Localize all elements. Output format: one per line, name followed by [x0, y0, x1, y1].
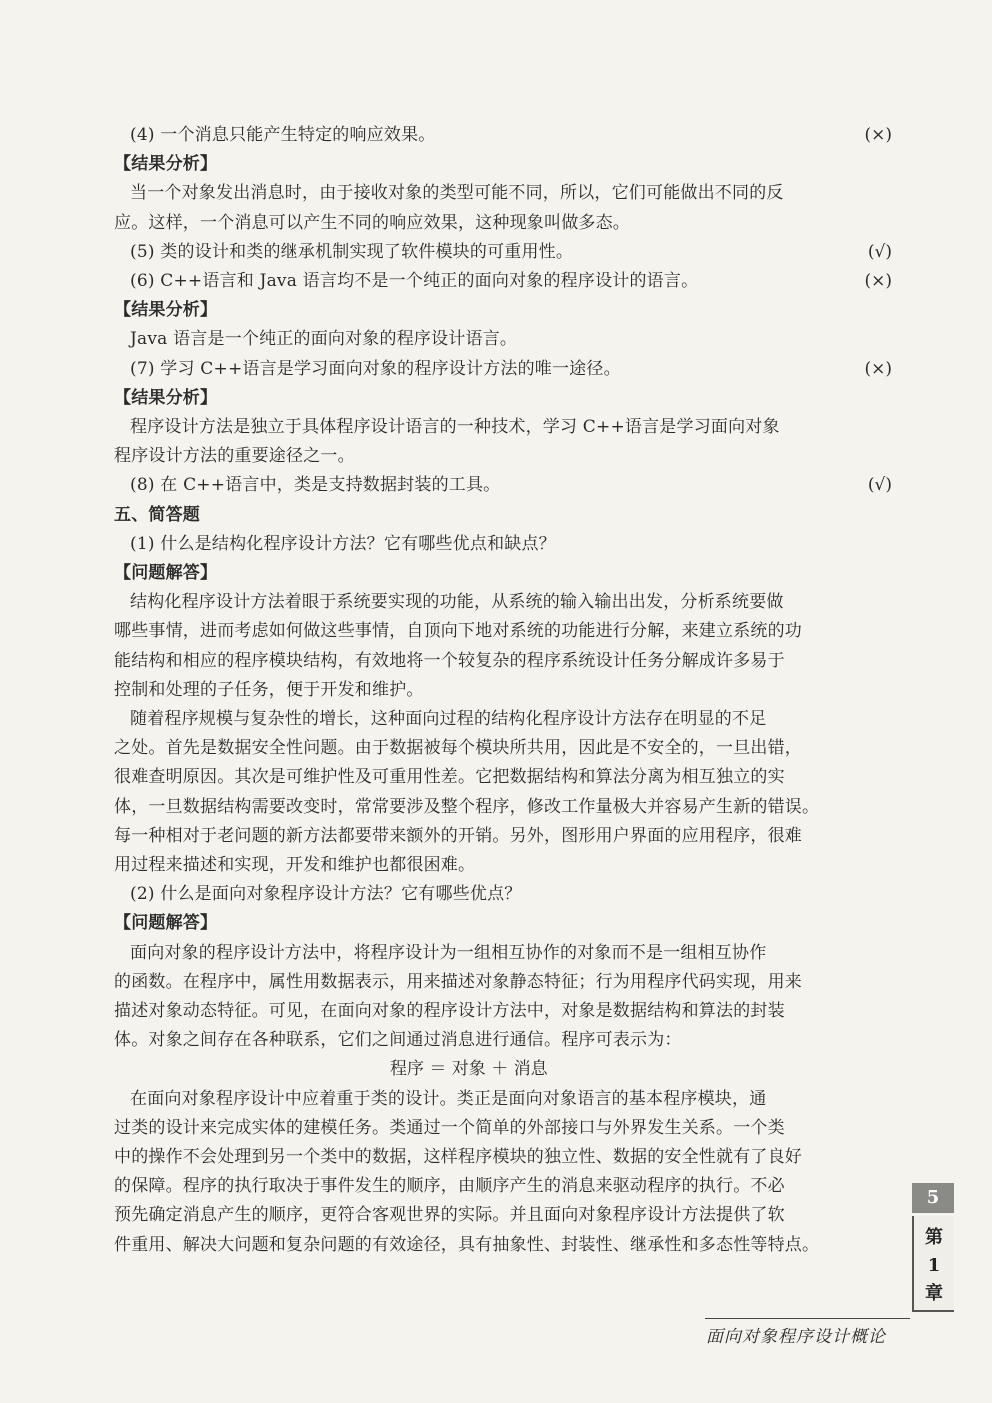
footer-rule: [705, 1318, 910, 1319]
text-line: 预先确定消息产生的顺序，更符合客观世界的实际。并且面向对象程序设计方法提供了软: [114, 1205, 785, 1225]
text-line: 控制和处理的子任务，便于开发和维护。: [114, 680, 424, 700]
answer-mark: (√): [867, 242, 892, 262]
text-line: 每一种相对于老问题的新方法都要带来额外的开销。另外，图形用户界面的应用程序，很难: [114, 826, 802, 846]
text-line: 之处。首先是数据安全性问题。由于数据被每个模块所共用，因此是不安全的，一旦出错，: [114, 738, 802, 758]
text-line: 随着程序规模与复杂性的增长，这种面向过程的结构化程序设计方法存在明显的不足: [130, 709, 767, 729]
bleed-through-header: [210, 80, 930, 102]
text-line: 用过程来描述和实现，开发和维护也都很困难。: [114, 855, 476, 875]
formula-line: 程序 ＝ 对象 ＋ 消息: [390, 1059, 548, 1079]
text-line: 面向对象的程序设计方法中，将程序设计为一组相互协作的对象而不是一组相互协作: [130, 943, 767, 963]
text-line: Java 语言是一个纯正的面向对象的程序设计语言。: [130, 329, 518, 349]
answer-mark: (×): [864, 271, 892, 291]
text-line: 中的操作不会处理到另一个类中的数据，这样程序模块的独立性、数据的安全性就有了良好: [114, 1147, 802, 1167]
text-line: 在面向对象程序设计中应着重于类的设计。类正是面向对象语言的基本程序模块，通: [130, 1089, 767, 1109]
chapter-label-1: 第: [925, 1227, 943, 1248]
text-line: 过类的设计来完成实体的建模任务。类通过一个简单的外部接口与外界发生关系。一个类: [114, 1118, 785, 1138]
text-line: 的保障。程序的执行取决于事件发生的顺序，由顺序产生的消息来驱动程序的执行。不必: [114, 1176, 785, 1196]
section-heading: 【问题解答】: [114, 913, 218, 933]
page-number: 5: [912, 1183, 954, 1213]
text-line: (8) 在 C++语言中，类是支持数据封装的工具。: [130, 475, 501, 495]
text-line: 体。对象之间存在各种联系，它们之间通过消息进行通信。程序可表示为：: [114, 1030, 682, 1050]
chapter-label-3: 章: [925, 1283, 943, 1304]
text-line: (7) 学习 C++语言是学习面向对象的程序设计方法的唯一途径。: [130, 359, 621, 379]
text-line: (2) 什么是面向对象程序设计方法？它有哪些优点？: [130, 884, 522, 904]
chapter-label-2: 1: [927, 1255, 941, 1276]
text-line: 程序设计方法是独立于具体程序设计语言的一种技术，学习 C++语言是学习面向对象: [130, 417, 780, 437]
text-line: (1) 什么是结构化程序设计方法？它有哪些优点和缺点？: [130, 534, 556, 554]
text-line: 能结构和相应的程序模块结构，有效地将一个较复杂的程序系统设计任务分解成许多易于: [114, 651, 785, 671]
section-heading: 五、简答题: [114, 505, 200, 525]
section-heading: 【结果分析】: [114, 388, 218, 408]
answer-mark: (√): [867, 475, 892, 495]
text-line: (4) 一个消息只能产生特定的响应效果。: [130, 125, 436, 145]
text-line: 件重用、解决大问题和复杂问题的有效途径，具有抽象性、封装性、继承性和多态性等特点。: [114, 1235, 820, 1255]
text-line: 应。这样，一个消息可以产生不同的响应效果，这种现象叫做多态。: [114, 213, 630, 233]
text-line: 体，一旦数据结构需要改变时，常常要涉及整个程序，修改工作量极大并容易产生新的错误。: [114, 797, 820, 817]
answer-mark: (×): [864, 359, 892, 379]
footer-title: 面向对象程序设计概论: [706, 1327, 886, 1347]
text-line: (6) C++语言和 Java 语言均不是一个纯正的面向对象的程序设计的语言。: [130, 271, 699, 291]
text-line: 程序设计方法的重要途径之一。: [114, 446, 355, 466]
text-line: 很难查明原因。其次是可维护性及可重用性差。它把数据结构和算法分离为相互独立的实: [114, 767, 785, 787]
chapter-tab: [912, 1216, 954, 1312]
text-line: 当一个对象发出消息时，由于接收对象的类型可能不同，所以，它们可能做出不同的反: [130, 183, 784, 203]
text-line: 结构化程序设计方法着眼于系统要实现的功能，从系统的输入输出出发，分析系统要做: [130, 592, 784, 612]
text-line: 的函数。在程序中，属性用数据表示，用来描述对象静态特征；行为用程序代码实现，用来: [114, 972, 802, 992]
answer-mark: (×): [864, 125, 892, 145]
text-line: (5) 类的设计和类的继承机制实现了软件模块的可重用性。: [130, 242, 574, 262]
text-line: 哪些事情，进而考虑如何做这些事情，自顶向下地对系统的功能进行分解，来建立系统的功: [114, 621, 802, 641]
section-heading: 【结果分析】: [114, 154, 218, 174]
text-line: 描述对象动态特征。可见，在面向对象的程序设计方法中，对象是数据结构和算法的封装: [114, 1001, 785, 1021]
section-heading: 【结果分析】: [114, 300, 218, 320]
section-heading: 【问题解答】: [114, 563, 218, 583]
